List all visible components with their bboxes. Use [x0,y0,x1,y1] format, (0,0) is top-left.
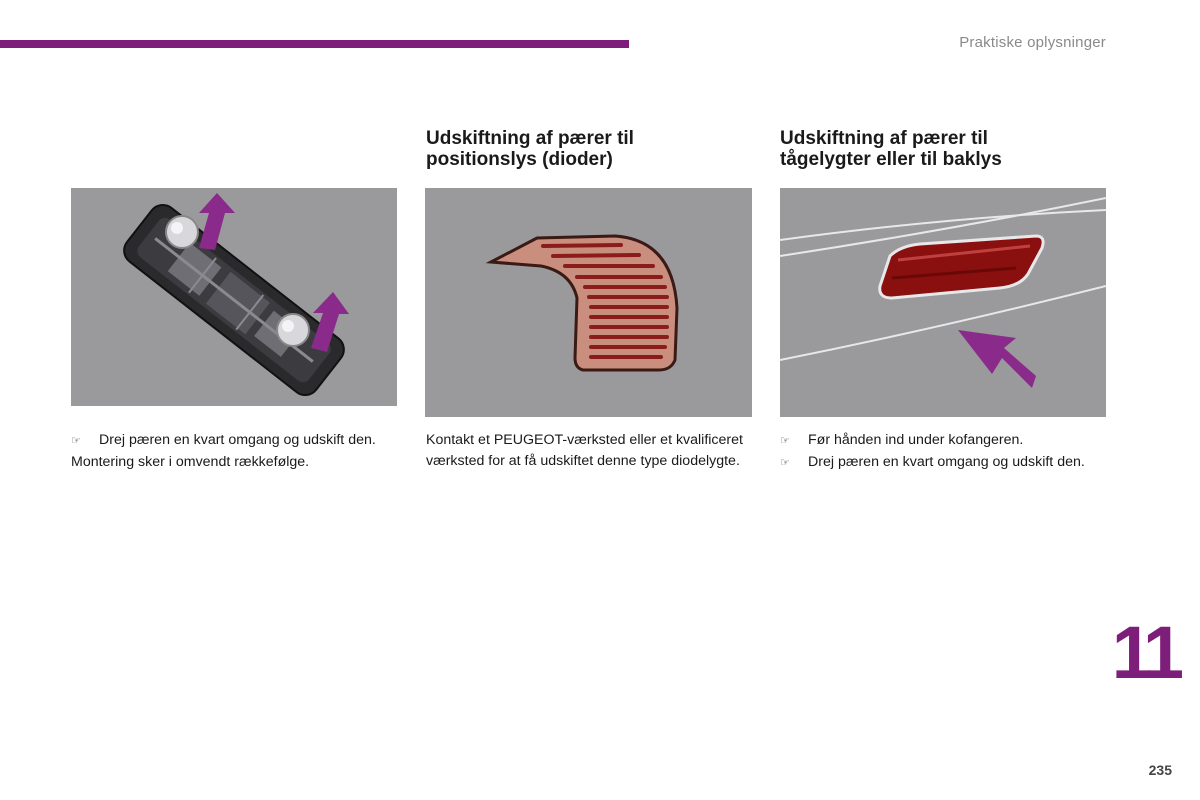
column-3-text [780,430,1110,473]
heading-line: positionslys (dioder) [426,149,613,170]
heading-position-lights [426,128,756,170]
paragraph: Kontakt et PEUGEOT-værksted eller et kvalificeret værksted for at få udskiftet denne type diodelygte. [426,432,743,469]
pointing-hand-icon: ☞ [71,435,81,447]
accent-bar [0,40,629,48]
rear-lamp-bulb-holder-illustration [71,188,397,406]
chapter-number: 11 [1111,611,1178,694]
bullet-text: Drej pæren en kvart omgang og udskift den. [99,432,376,448]
page-number: 235 [1148,762,1172,778]
column-1-text [71,430,401,472]
column-2-text [426,430,756,471]
pointing-hand-icon: ☞ [780,456,790,469]
list-item [780,452,1110,474]
heading-fog-reversing-lights [780,128,1110,170]
heading-line: tågelygter eller til baklys [780,149,1002,170]
bullet-text: Drej pæren en kvart omgang og udskift den. [808,453,1085,470]
heading-line: Udskiftning af pærer til [426,128,634,149]
led-position-light-illustration [425,188,752,417]
section-label: Praktiske oplysninger [959,34,1106,51]
bullet-text: Før hånden ind under kofangeren. [808,432,1024,448]
fog-reversing-lamp-illustration [780,188,1106,417]
paragraph: Montering sker i omvendt rækkefølge. [71,453,310,470]
list-item [780,430,1110,452]
pointing-hand-icon: ☞ [780,435,790,447]
list-item [71,430,401,452]
heading-line: Udskiftning af pærer til [780,128,988,149]
